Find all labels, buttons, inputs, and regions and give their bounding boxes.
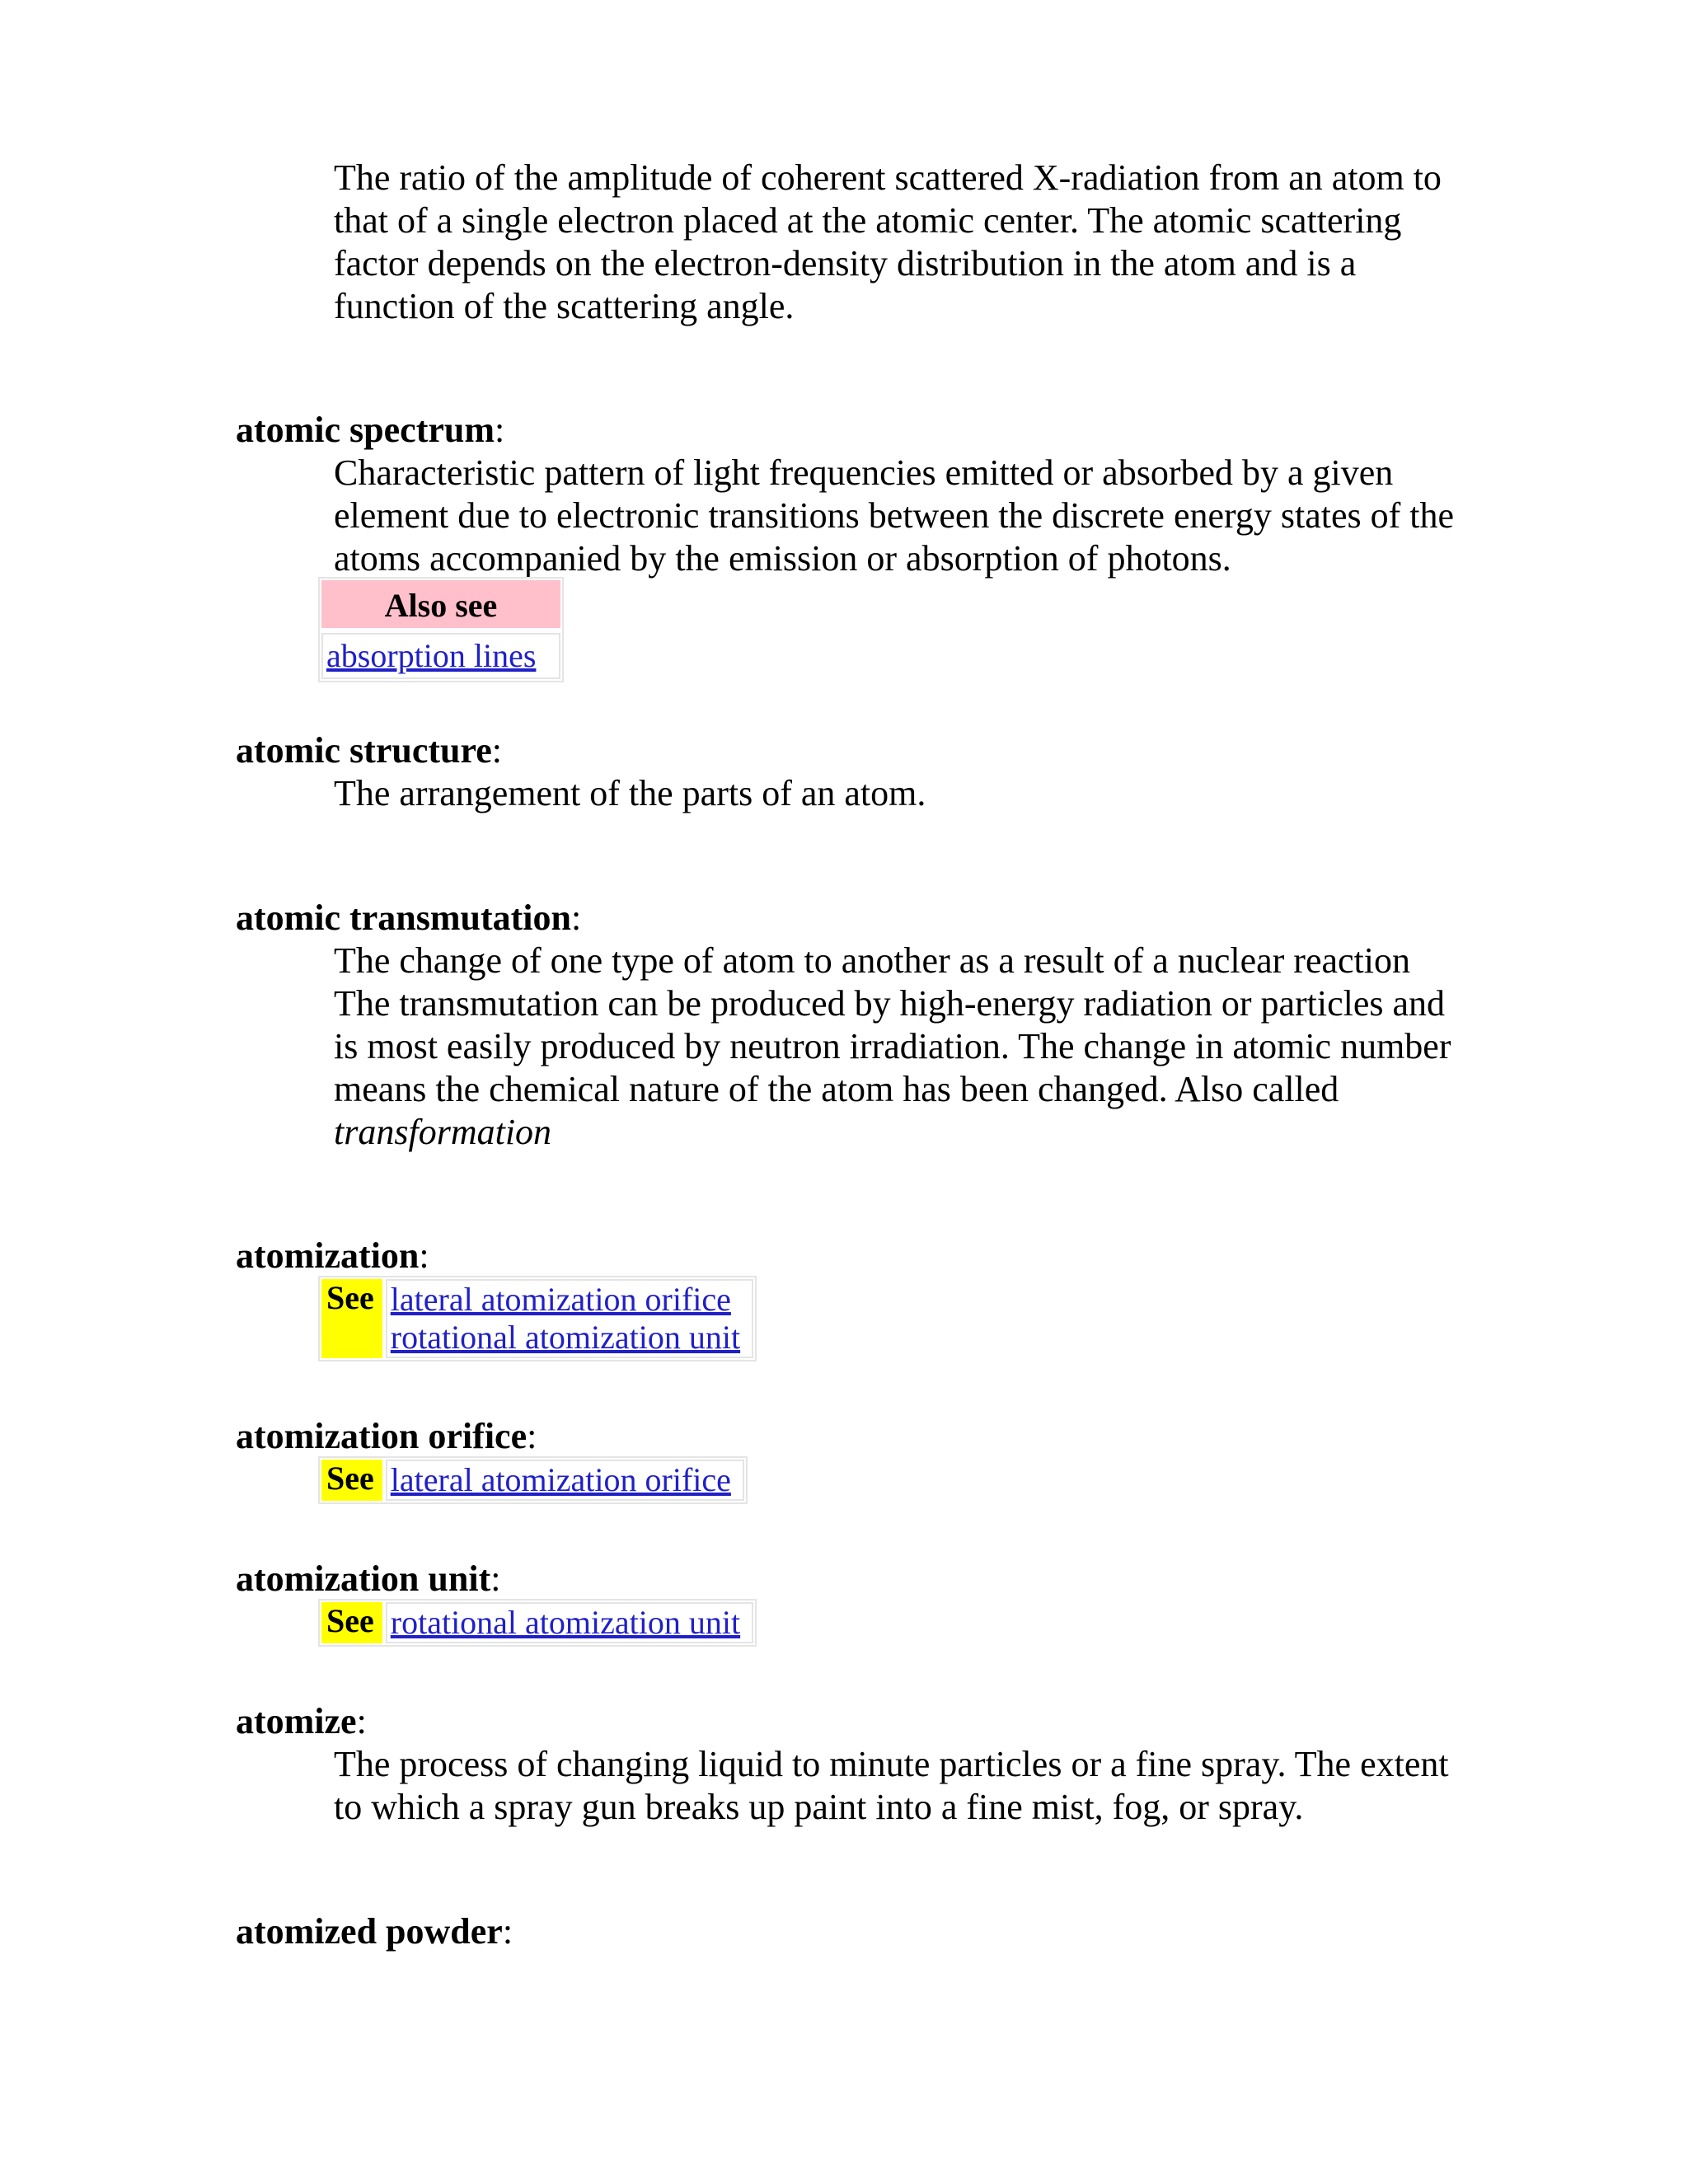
- definition-atomic-transmutation: The change of one type of atom to another as a result of a nuclear reaction The transmutation can be produced by high-energy radiation or particles and is most easily produced by neutron irradiation. The change in atomic number means the chemical nature of the atom has been changed. Also called transformation: [334, 940, 1451, 1152]
- term-atomic-structure: atomic structure:: [236, 730, 502, 771]
- see-table-atomization-orifice: [318, 1456, 748, 1504]
- term-atomic-transmutation: atomic transmutation:: [236, 898, 582, 938]
- term-label: atomization unit: [236, 1558, 491, 1599]
- link-absorption-lines[interactable]: absorption lines: [326, 637, 537, 674]
- see-label: See: [321, 1460, 382, 1501]
- term-atomize: atomize:: [236, 1701, 367, 1741]
- term-label: atomization: [236, 1235, 420, 1276]
- see-links: [386, 1460, 744, 1501]
- term-label: atomic structure: [236, 730, 492, 771]
- definition-atomize: The process of changing liquid to minute particles or a fine spray. The extent to which a spray gun breaks up paint into a fine mist, fog, or spray.: [334, 1744, 1449, 1827]
- see-label: See: [321, 1279, 382, 1358]
- also-see-header: Also see: [321, 580, 560, 628]
- term-label: atomized powder: [236, 1911, 503, 1952]
- term-label: atomic transmutation: [236, 898, 571, 938]
- term-label: atomize: [236, 1701, 357, 1741]
- see-links: [386, 1279, 753, 1358]
- italic-term-transformation: transformation: [334, 1112, 552, 1152]
- link-lateral-atomization-orifice[interactable]: lateral atomization orifice: [390, 1461, 731, 1498]
- also-see-table: [318, 577, 564, 682]
- definition-atomic-structure: The arrangement of the parts of an atom.: [334, 773, 926, 813]
- also-see-cell: [321, 633, 560, 679]
- see-links: [386, 1602, 753, 1643]
- term-atomic-spectrum: atomic spectrum:: [236, 410, 505, 450]
- definition-atomic-spectrum: Characteristic pattern of light frequencies emitted or absorbed by a given element due to electronic transitions between the discrete energy states of the atoms accompanied by the emission or absorption of photons.: [334, 452, 1455, 579]
- term-atomization-unit: atomization unit:: [236, 1558, 501, 1599]
- definition-atomic-scattering-factor: The ratio of the amplitude of coherent scattered X-radiation from an atom to that of a single electron placed at the atomic center. The atomic scattering factor depends on the electron-density distribution in the atom and is a function of the scattering angle.: [334, 157, 1442, 326]
- term-atomized-powder: atomized powder:: [236, 1911, 513, 1952]
- see-table-atomization: [318, 1276, 757, 1361]
- see-label: See: [321, 1602, 382, 1643]
- see-table-atomization-unit: [318, 1599, 757, 1647]
- link-rotational-atomization-unit[interactable]: rotational atomization unit: [390, 1604, 741, 1641]
- term-atomization: atomization:: [236, 1235, 429, 1276]
- term-label: atomic spectrum: [236, 410, 495, 450]
- link-lateral-atomization-orifice[interactable]: lateral atomization orifice: [390, 1281, 731, 1318]
- term-label: atomization orifice: [236, 1416, 528, 1456]
- term-atomization-orifice: atomization orifice:: [236, 1416, 537, 1456]
- link-rotational-atomization-unit[interactable]: rotational atomization unit: [390, 1319, 741, 1356]
